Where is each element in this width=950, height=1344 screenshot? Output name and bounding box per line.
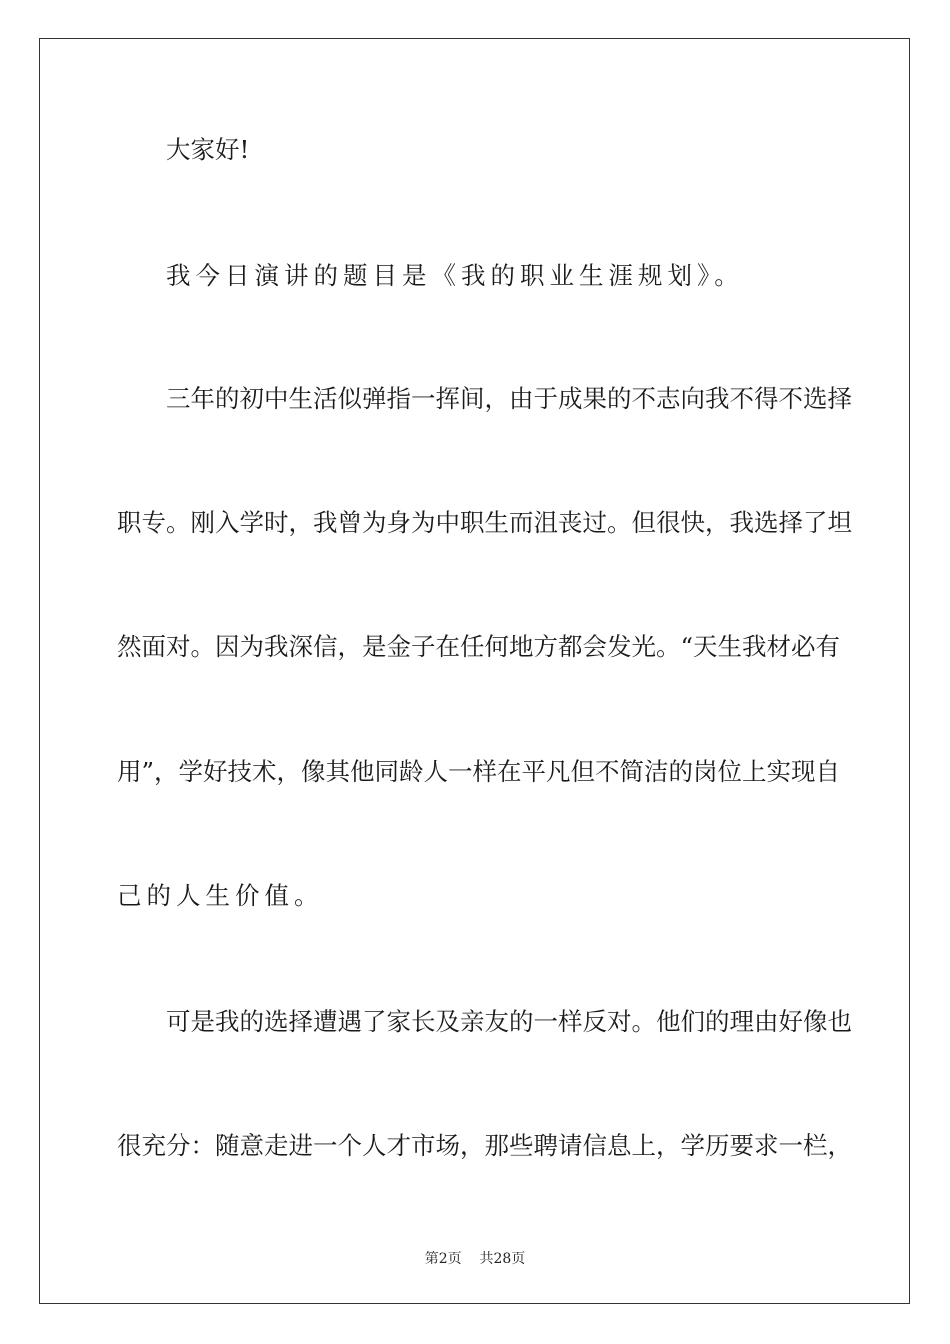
paragraph-line: 用”，学好技术，像其他同龄人一样在平凡但不简洁的岗位上实现自 bbox=[117, 757, 841, 786]
paragraph-line: 三年的初中生活似弹指一挥间，由于成果的不志向我不得不选择 bbox=[166, 384, 852, 413]
paragraph-topic: 我今日演讲的题目是《我的职业生涯规划》。 bbox=[166, 261, 744, 290]
page-footer bbox=[0, 1248, 950, 1268]
paragraph-greeting: 大家好! bbox=[166, 135, 250, 164]
paragraph-line: 然面对。因为我深信，是金子在任何地方都会发光。“天生我材必有 bbox=[117, 632, 841, 661]
page-total: 共28页 bbox=[479, 1251, 526, 1267]
page-border bbox=[39, 38, 910, 1304]
paragraph-line: 职专。刚入学时，我曾为身为中职生而沮丧过。但很快，我选择了坦 bbox=[117, 508, 852, 537]
page-number: 第2页 bbox=[424, 1251, 462, 1267]
paragraph-line: 很充分：随意走进一个人才市场，那些聘请信息上，学历要求一栏， bbox=[117, 1131, 852, 1160]
paragraph-line: 己的人生价值。 bbox=[117, 881, 324, 910]
paragraph-line: 可是我的选择遭遇了家长及亲友的一样反对。他们的理由好像也 bbox=[166, 1007, 852, 1036]
